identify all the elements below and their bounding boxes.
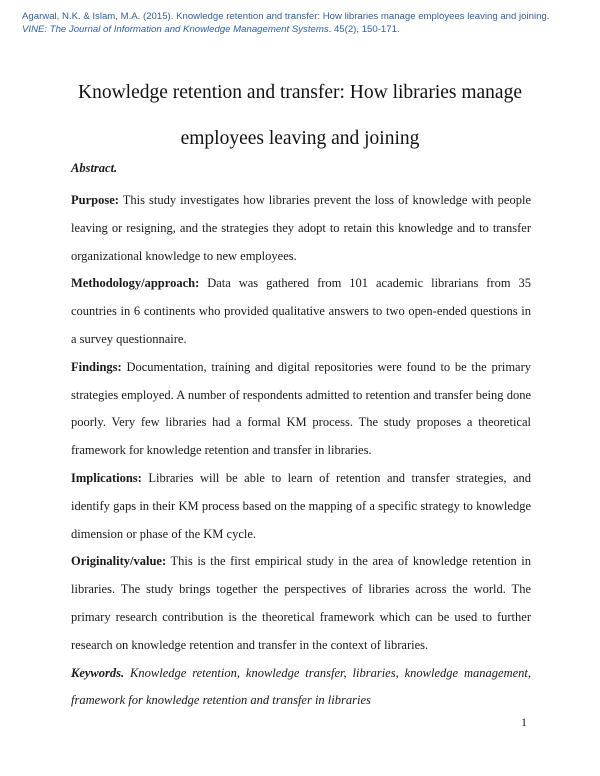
citation-line-2 <box>22 24 592 37</box>
citation-article-title: Knowledge retention and transfer: How libraries manage employees leaving and joining. <box>176 11 550 22</box>
abstract-heading: Abstract. <box>71 161 118 175</box>
paper-title-line-1: Knowledge retention and transfer: How libraries manage <box>77 82 522 103</box>
citation-header <box>22 11 592 36</box>
section-text: Data was gathered from 101 academic librarians from 35 countries in 6 continents who provided qualitative answers to two open-ended questions in a survey questionnaire. <box>71 276 531 346</box>
abstract-section-originality <box>71 548 531 659</box>
citation-authors-year: Agarwal, N.K. & Islam, M.A. (2015). <box>22 11 174 22</box>
section-text: Documentation, training and digital repositories were found to be the primary strategies employed. A number of respondents admitted to retention and transfer being done poorly. Very few libraries had a formal KM process. The study proposes a theoretical framework for knowledge retention and transfer in libraries. <box>71 359 532 458</box>
section-label: Purpose: <box>71 193 119 207</box>
section-label: Methodology/approach: <box>71 276 200 291</box>
keywords <box>71 660 531 716</box>
section-text: This study investigates how libraries prevent the loss of knowledge with people leaving or resigning, and the strategies they adopt to retain this knowledge and to transfer organizational knowledge to new employees. <box>71 193 532 263</box>
citation-journal: VINE: The Journal of Information and Knowledge Management Systems <box>22 23 329 35</box>
keywords-label: Keywords. <box>71 665 125 680</box>
abstract-body <box>71 187 531 715</box>
citation-line-1 <box>22 11 592 24</box>
citation-volume-pages: . 45(2), 150-171. <box>328 23 400 35</box>
section-label: Implications: <box>71 470 142 485</box>
abstract-section-findings <box>71 354 531 465</box>
section-label: Originality/value: <box>71 554 167 569</box>
paper-title <box>40 70 560 162</box>
section-text: Libraries will be able to learn of retention and transfer strategies, and identify gaps in their KM process based on the mapping of a specific strategy to knowledge dimension or phase of the KM cycle. <box>71 470 532 541</box>
abstract-section-methodology <box>71 270 531 353</box>
section-text: This is the first empirical study in the area of knowledge retention in libraries. The study brings together the perspectives of libraries across the world. The primary research contribution is the theoretical framework which can be used to further research on knowledge retention and transfer in the context of libraries. <box>71 554 532 652</box>
section-label: Findings: <box>71 359 122 374</box>
page-number: 1 <box>521 715 527 729</box>
keywords-text: Knowledge retention, knowledge transfer, libraries, knowledge management, framework for knowledge retention and transfer in libraries <box>71 665 531 708</box>
abstract-section-purpose <box>71 187 531 270</box>
abstract-section-implications <box>71 465 531 548</box>
paper-title-line-2: employees leaving and joining <box>180 128 420 149</box>
